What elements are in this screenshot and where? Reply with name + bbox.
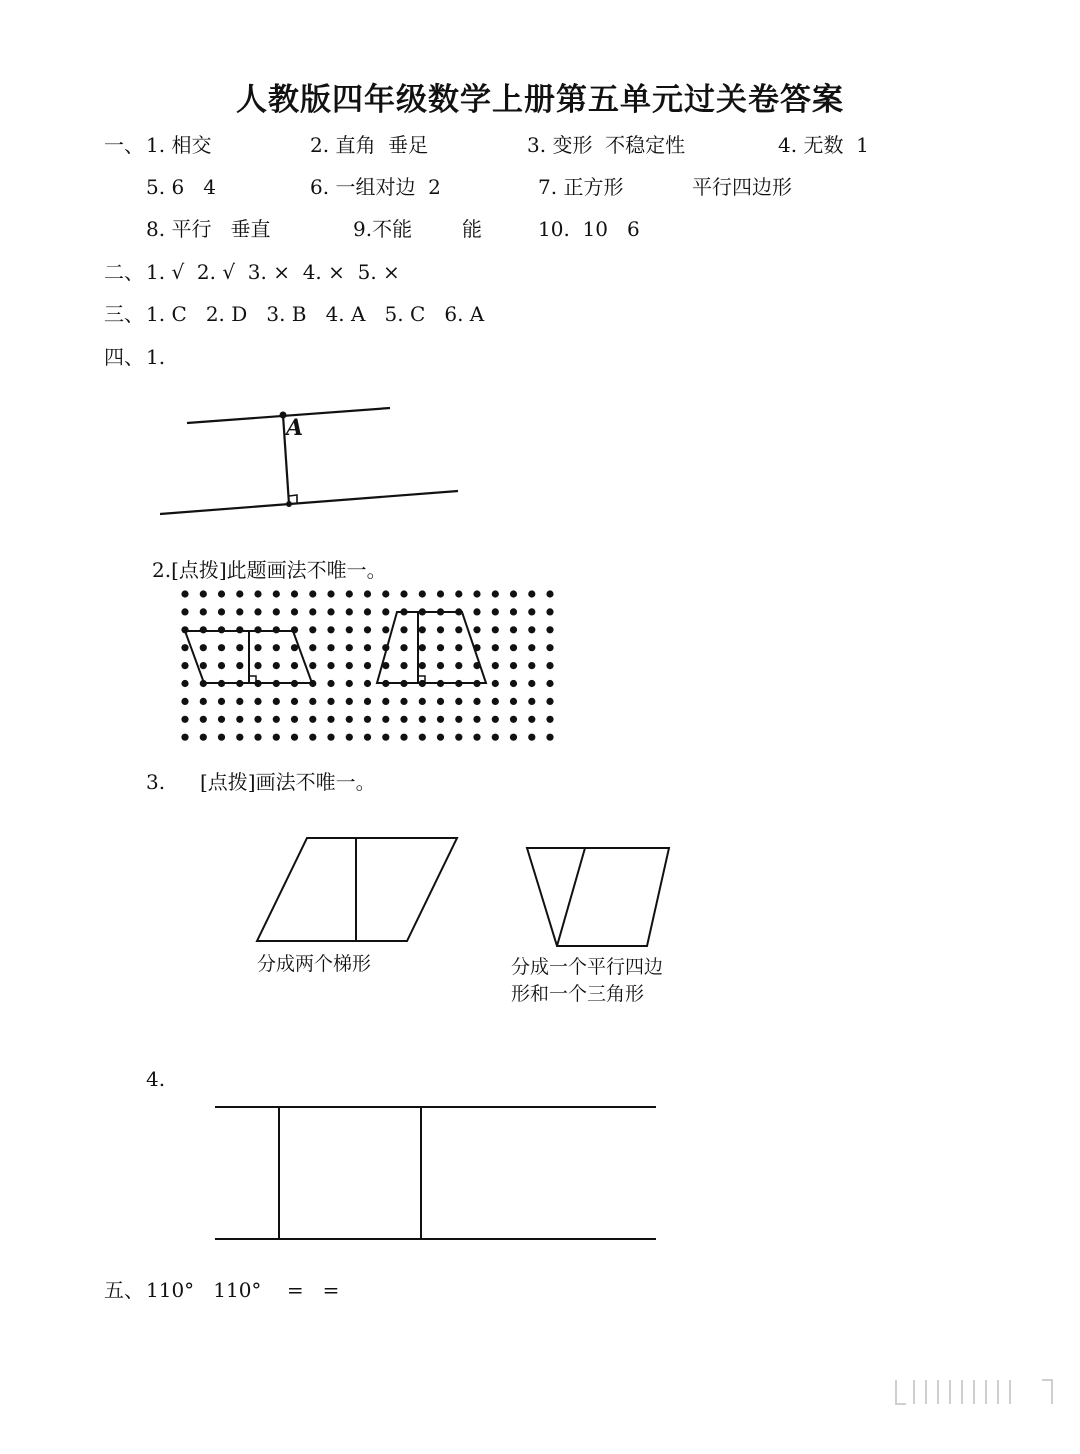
grid-dot [455,644,462,651]
section-1-label: 一、 [104,133,144,157]
bottom-watermark-mark [892,1374,1062,1410]
grid-dot [291,734,298,741]
grid-dot [528,590,535,597]
s1-answer-4: 4. 无数 1 [778,133,869,157]
grid-dot [254,626,261,633]
grid-dot [400,626,407,633]
grid-dot [419,644,426,651]
grid-dot [327,590,334,597]
grid-dot [546,716,553,723]
grid-dot [364,716,371,723]
q3-caption-parallelogram-line2: 形和一个三角形 [511,983,645,1005]
grid-dot [181,662,188,669]
grid-dot [510,716,517,723]
section-4-label: 四、 [104,345,144,369]
s1-answer-8: 8. 平行 垂直 [146,217,271,241]
grid-dot [492,626,499,633]
grid-dot [254,608,261,615]
grid-dot [528,734,535,741]
grid-dot [254,716,261,723]
s1-answer-6: 6. 一组对边 2 [310,175,441,199]
grid-dot [346,680,353,687]
grid-dot [200,644,207,651]
grid-dot [510,734,517,741]
grid-dot [327,626,334,633]
grid-dot [473,662,480,669]
grid-dot [327,698,334,705]
grid-dot [200,626,207,633]
grid-dot [273,698,280,705]
grid-dot [400,662,407,669]
grid-dot [346,698,353,705]
grid-dot [528,644,535,651]
grid-dot [400,680,407,687]
grid-dot [218,590,225,597]
grid-dot [400,590,407,597]
s1-answer-9: 9.不能 [353,217,413,241]
grid-dot [273,644,280,651]
grid-dot [455,680,462,687]
grid-dot [181,626,188,633]
grid-dot [181,716,188,723]
grid-dot [492,680,499,687]
s1-answer-7: 7. 正方形 [538,175,624,199]
grid-dot [364,680,371,687]
grid-dot [528,662,535,669]
grid-dot [273,608,280,615]
grid-dot [473,680,480,687]
grid-dot [273,734,280,741]
grid-dot [236,590,243,597]
grid-dot [181,734,188,741]
grid-dot [309,662,316,669]
s4-q2-hint: 2.[点拨]此题画法不唯一。 [152,558,387,582]
grid-dot [510,608,517,615]
grid-dot [346,734,353,741]
section-5-label: 五、 [104,1278,144,1302]
grid-dot [546,644,553,651]
grid-dot [400,734,407,741]
grid-dot [492,590,499,597]
grid-dot [291,608,298,615]
grid-dot [309,734,316,741]
grid-dot [455,698,462,705]
grid-dot [273,680,280,687]
grid-dot [218,734,225,741]
grid-dot [419,716,426,723]
s1-answer-10: 10. 10 6 [538,217,640,241]
s1-answer-9b: 能 [462,217,482,241]
grid-dot [473,644,480,651]
grid-dot [473,734,480,741]
grid-dot [437,590,444,597]
grid-dot [419,680,426,687]
grid-dot [273,716,280,723]
grid-dot [492,698,499,705]
grid-dot [200,662,207,669]
grid-dot [492,608,499,615]
grid-dot [218,716,225,723]
grid-dot [346,626,353,633]
grid-dot [492,644,499,651]
grid-dot [437,716,444,723]
grid-dot [218,698,225,705]
grid-dot [382,698,389,705]
grid-dot [364,590,371,597]
grid-dot [437,698,444,705]
grid-dot [492,734,499,741]
s2-answers: 1. √ 2. √ 3. × 4. × 5. × [146,260,400,284]
grid-dot [364,608,371,615]
grid-dot [492,716,499,723]
grid-dot [236,608,243,615]
grid-dot [546,590,553,597]
s1-answer-1: 1. 相交 [146,133,212,157]
s1-answer-2: 2. 直角 垂足 [310,133,429,157]
grid-dot [473,590,480,597]
grid-dot [528,626,535,633]
grid-dot [327,734,334,741]
grid-dot [327,662,334,669]
grid-dot [546,626,553,633]
grid-dot [291,680,298,687]
grid-dot [419,698,426,705]
grid-dot [327,608,334,615]
grid-dot [546,734,553,741]
grid-dot [382,734,389,741]
s1-answer-7b: 平行四边形 [692,175,792,199]
s4-q3-hint: [点拨]画法不唯一。 [200,770,376,794]
grid-dot [181,680,188,687]
grid-dot [473,716,480,723]
grid-dot [455,716,462,723]
s4-q4-number: 4. [146,1067,166,1091]
s1-answer-5: 5. 6 4 [146,175,216,199]
grid-dot [309,608,316,615]
grid-dot [400,698,407,705]
grid-dot [437,680,444,687]
grid-dot [546,662,553,669]
grid-dot [528,680,535,687]
grid-dot [236,662,243,669]
grid-dot [236,716,243,723]
grid-dot [455,734,462,741]
s1-answer-3: 3. 变形 不稳定性 [527,133,686,157]
grid-dot [510,698,517,705]
grid-dot [346,590,353,597]
grid-dot [473,698,480,705]
grid-dot [200,734,207,741]
grid-dot [382,590,389,597]
grid-dot [309,680,316,687]
grid-dot [291,590,298,597]
grid-dot [236,698,243,705]
grid-dot [181,590,188,597]
grid-dot [510,590,517,597]
grid-dot [382,644,389,651]
grid-dot [273,662,280,669]
grid-dot [437,608,444,615]
grid-dot [254,680,261,687]
grid-dot [546,698,553,705]
grid-dot [291,698,298,705]
s5-answers: 110° 110° = = [146,1278,340,1302]
grid-dot [437,644,444,651]
grid-dot [200,716,207,723]
section-3-label: 三、 [104,302,144,326]
grid-dot [455,590,462,597]
grid-dot [254,734,261,741]
grid-dot [218,608,225,615]
grid-dot [309,716,316,723]
grid-dot [218,626,225,633]
q3-caption-parallelogram-line1: 分成一个平行四边 [511,956,664,978]
grid-dot [455,626,462,633]
grid-dot [546,608,553,615]
grid-dot [218,644,225,651]
grid-dot [419,608,426,615]
grid-dot [346,716,353,723]
grid-dot [492,662,499,669]
grid-dot [200,680,207,687]
grid-dot [346,644,353,651]
grid-dot [528,716,535,723]
grid-dot [236,644,243,651]
s3-answers: 1. C 2. D 3. B 4. A 5. C 6. A [146,302,485,326]
grid-dot [419,734,426,741]
grid-dot [254,590,261,597]
point-a-label: A [286,415,304,441]
grid-dot [546,680,553,687]
grid-dot [528,698,535,705]
grid-dot [236,680,243,687]
grid-dot [291,644,298,651]
grid-dot [382,680,389,687]
page-title: 人教版四年级数学上册第五单元过关卷答案 [236,82,844,118]
grid-dot [510,626,517,633]
grid-dot [364,698,371,705]
grid-dot [236,734,243,741]
grid-dot [364,626,371,633]
grid-dot [181,698,188,705]
grid-dot [309,698,316,705]
grid-dot [400,716,407,723]
grid-dot [254,644,261,651]
grid-dot [309,626,316,633]
grid-dot [236,626,243,633]
grid-dot [273,626,280,633]
grid-dot [309,590,316,597]
grid-dot [291,626,298,633]
grid-dot [364,644,371,651]
grid-dot [400,644,407,651]
grid-dot [528,608,535,615]
grid-dot [437,662,444,669]
s4-q1-number: 1. [146,345,166,369]
grid-dot [455,608,462,615]
grid-dot [510,662,517,669]
grid-dot [200,590,207,597]
grid-dot [510,680,517,687]
grid-dot [309,644,316,651]
grid-dot [200,698,207,705]
grid-dot [382,626,389,633]
grid-dot [455,662,462,669]
grid-dot [327,680,334,687]
grid-dot [473,608,480,615]
grid-dot [437,734,444,741]
grid-dot [473,626,480,633]
grid-dot [273,590,280,597]
grid-dot [218,662,225,669]
grid-dot [364,734,371,741]
grid-dot [400,608,407,615]
grid-dot [327,716,334,723]
grid-dot [346,662,353,669]
grid-dot [346,608,353,615]
grid-dot [364,662,371,669]
grid-dot [419,626,426,633]
grid-dot [419,662,426,669]
grid-dot [437,626,444,633]
grid-dot [382,662,389,669]
grid-dot [510,644,517,651]
grid-dot [254,662,261,669]
grid-dot [327,644,334,651]
grid-dot [181,608,188,615]
grid-dot [200,608,207,615]
grid-dot [291,716,298,723]
section-2-label: 二、 [104,260,144,284]
grid-dot [382,716,389,723]
grid-dot [382,608,389,615]
grid-dot [218,680,225,687]
q3-caption-trapezoids: 分成两个梯形 [257,953,372,975]
grid-dot [181,644,188,651]
s4-q3-number: 3. [146,770,166,794]
grid-dot [291,662,298,669]
grid-dot [254,698,261,705]
grid-dot [419,590,426,597]
